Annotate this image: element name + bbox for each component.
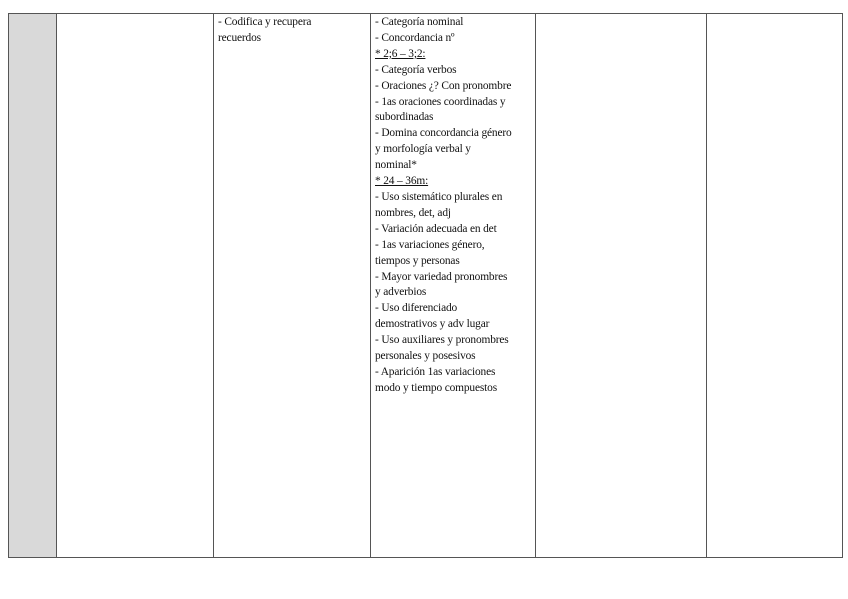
empty-cell-col5 xyxy=(536,14,707,558)
cell-col3 xyxy=(214,14,371,558)
text-line: personales y posesivos xyxy=(375,350,476,363)
content-table xyxy=(8,13,843,558)
text-line: - Aparición 1as variaciones xyxy=(375,365,496,378)
section-heading: * 24 – 36m: xyxy=(375,175,429,188)
text-line: modo y tiempo compuestos xyxy=(375,381,498,394)
text-line: - Uso diferenciado xyxy=(375,302,458,315)
empty-cell-col6 xyxy=(707,14,843,558)
text-line: - Categoría nominal xyxy=(375,16,464,28)
section-heading: * 2;6 – 3;2: xyxy=(375,47,426,60)
text-line: - 1as oraciones coordinadas y xyxy=(375,95,506,108)
shaded-margin-cell xyxy=(9,14,57,558)
text-line: tiempos y personas xyxy=(375,254,460,267)
text-line: nombres, det, adj xyxy=(375,206,451,219)
text-line: y adverbios xyxy=(375,286,427,299)
text-line: - Uso sistemático plurales en xyxy=(375,190,503,203)
text-line: subordinadas xyxy=(375,111,434,124)
text-line: recuerdos xyxy=(218,31,261,44)
text-line: - Concordancia nº xyxy=(375,31,455,44)
text-line: - 1as variaciones género, xyxy=(375,238,485,251)
text-line: - Codifica y recupera xyxy=(218,16,312,28)
text-line: - Uso auxiliares y pronombres xyxy=(375,334,509,347)
text-line: - Domina concordancia género xyxy=(375,127,512,140)
empty-cell-col2 xyxy=(57,14,214,558)
text-line: - Oraciones ¿? Con pronombre xyxy=(375,79,512,92)
table-row xyxy=(9,14,843,558)
cell-col4 xyxy=(371,14,536,558)
cell-col4-text xyxy=(371,14,535,397)
text-line: y morfología verbal y xyxy=(375,143,471,156)
text-line: nominal* xyxy=(375,159,417,172)
text-line: demostrativos y adv lugar xyxy=(375,318,490,331)
text-line: - Mayor variedad pronombres xyxy=(375,270,508,283)
text-line: - Categoría verbos xyxy=(375,63,457,76)
text-line: - Variación adecuada en det xyxy=(375,222,497,235)
cell-col3-text xyxy=(214,14,370,47)
